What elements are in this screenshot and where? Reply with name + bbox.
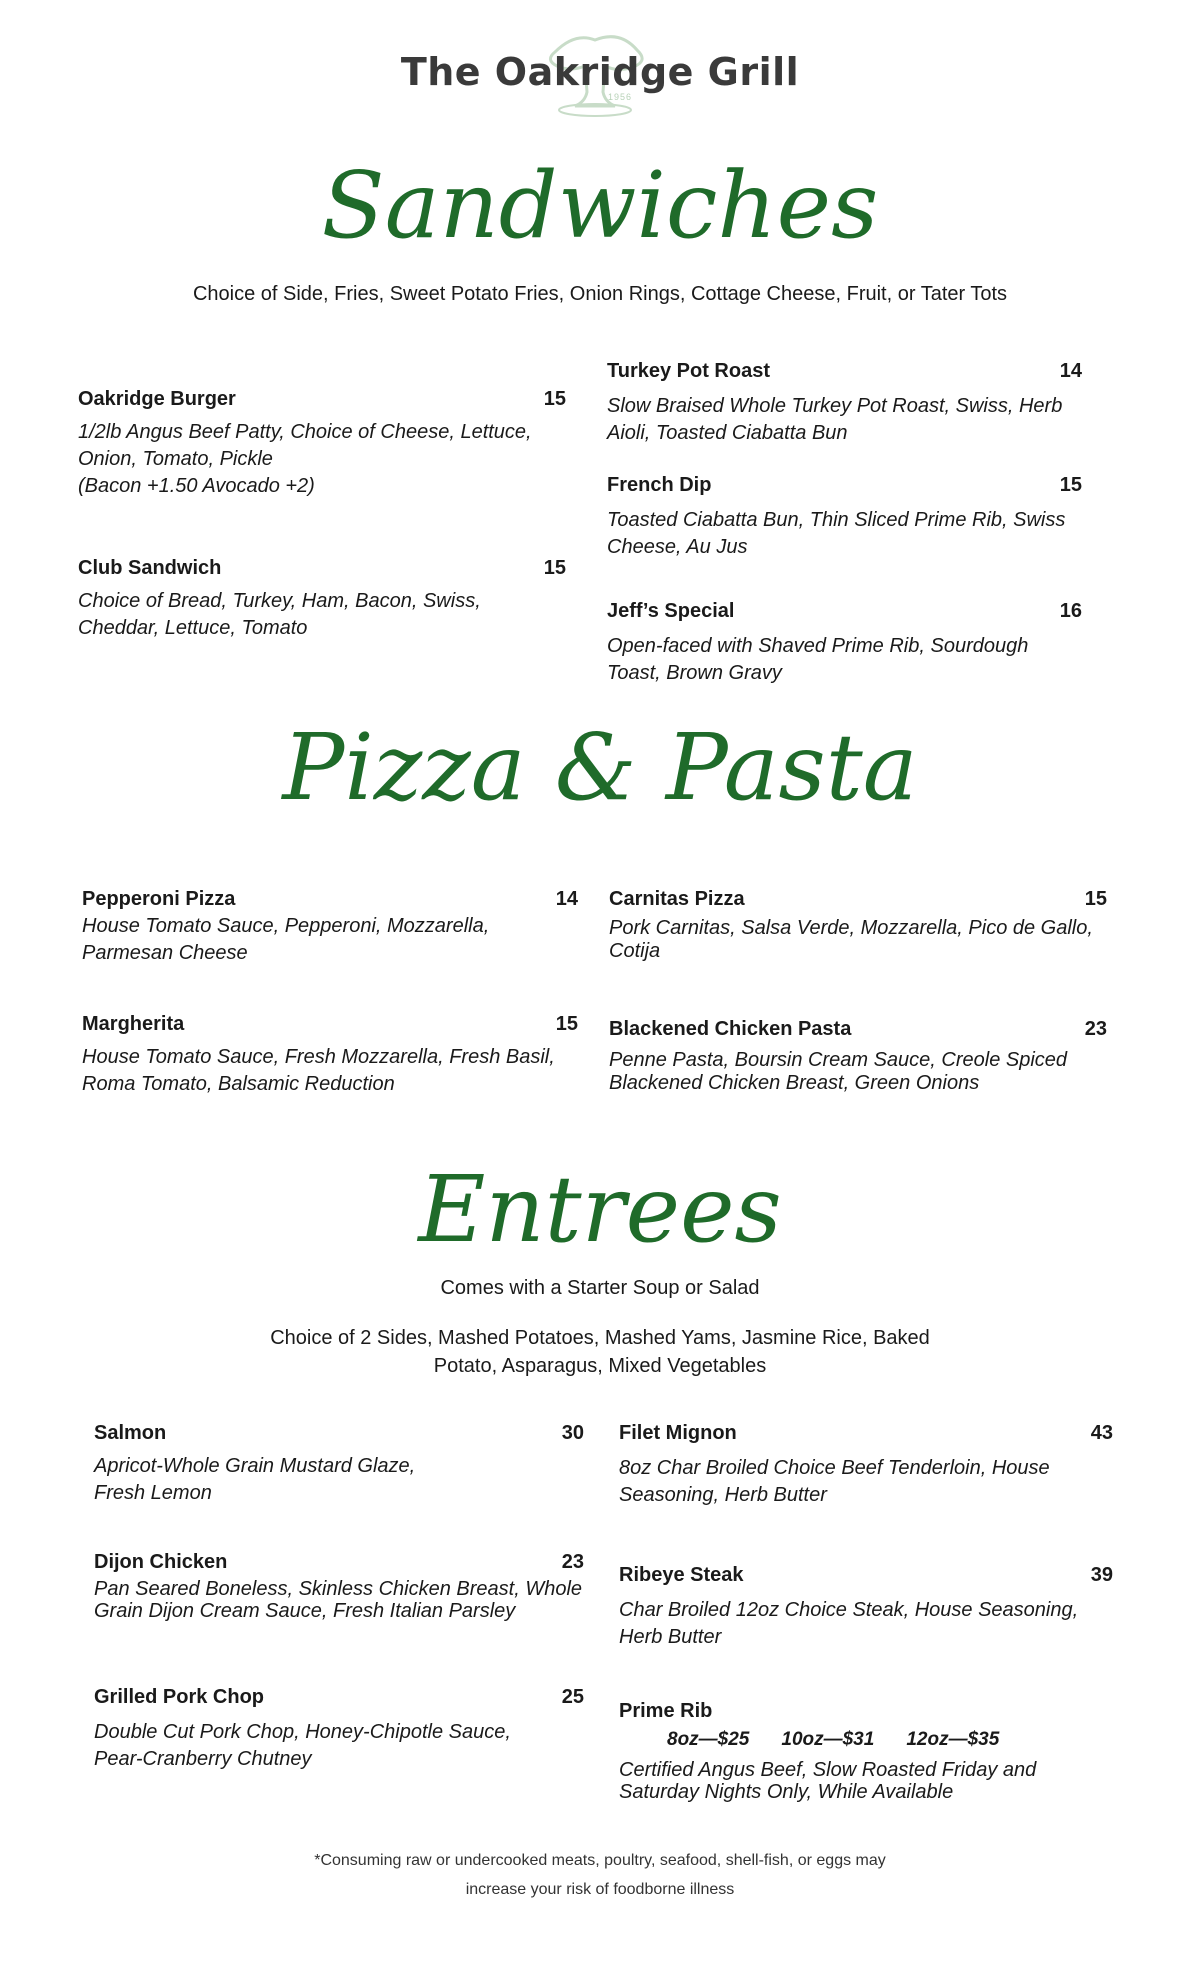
item-description: House Tomato Sauce, Fresh Mozzarella, Fresh Basil, Roma Tomato, Balsamic Reduction [82, 1046, 555, 1095]
restaurant-name: The Oakridge Grill [400, 50, 800, 94]
menu-item-grilled-pork-chop [94, 1686, 584, 1773]
entrees-starter-note: Comes with a Starter Soup or Salad [440, 1277, 760, 1299]
item-name: Turkey Pot Roast [607, 360, 770, 382]
item-price: 16 [1059, 600, 1082, 622]
menu-item-oakridge-burger [78, 388, 566, 500]
prime-rib-sizes [667, 1729, 1113, 1751]
item-description: 1/2lb Angus Beef Patty, Choice of Cheese, Lettuce, Onion, Tomato, Pickle [78, 421, 532, 470]
item-description: Char Broiled 12oz Choice Steak, House Seasoning, Herb Butter [619, 1599, 1079, 1648]
menu-item-ribeye-steak [619, 1564, 1113, 1651]
item-description: 8oz Char Broiled Choice Beef Tenderloin, House Seasoning, Herb Butter [619, 1457, 1050, 1506]
item-description: Double Cut Pork Chop, Honey-Chipotle Sauce, Pear-Cranberry Chutney [94, 1721, 511, 1770]
item-price: 25 [561, 1686, 584, 1708]
item-description: Slow Braised Whole Turkey Pot Roast, Swiss, Herb Aioli, Toasted Ciabatta Bun [607, 395, 1063, 444]
item-description: Certified Angus Beef, Slow Roasted Friday and Saturday Nights Only, While Available [619, 1759, 1037, 1803]
sandwiches-title: Sandwiches [321, 152, 879, 259]
item-name: Salmon [94, 1422, 167, 1444]
item-description: Penne Pasta, Boursin Cream Sauce, Creole Spiced Blackened Chicken Breast, Green Onions [609, 1049, 1068, 1094]
item-name: Dijon Chicken [94, 1551, 228, 1573]
item-name: Margherita [82, 1013, 185, 1035]
item-name: Grilled Pork Chop [94, 1686, 265, 1708]
item-description: House Tomato Sauce, Pepperoni, Mozzarella, Parmesan Cheese [82, 915, 490, 964]
item-name: Carnitas Pizza [609, 888, 745, 910]
item-description: Apricot-Whole Grain Mustard Glaze, Fresh Lemon [94, 1455, 416, 1504]
item-description: Choice of Bread, Turkey, Ham, Bacon, Swiss, Cheddar, Lettuce, Tomato [78, 590, 481, 639]
item-price: 15 [555, 1013, 578, 1035]
menu-item-french-dip [607, 474, 1082, 561]
menu-item-turkey-pot-roast [607, 360, 1082, 447]
item-price: 15 [1084, 888, 1107, 910]
item-description: Open-faced with Shaved Prime Rib, Sourdough Toast, Brown Gravy [607, 635, 1029, 684]
sandwiches-side-note: Choice of Side, Fries, Sweet Potato Fries, Onion Rings, Cottage Cheese, Fruit, or Tater Tots [192, 283, 1008, 305]
item-price: 43 [1090, 1422, 1113, 1444]
menu-item-carnitas-pizza [609, 888, 1107, 963]
item-price: 23 [1084, 1018, 1107, 1040]
pizza-pasta-title: Pizza & Pasta [282, 714, 918, 821]
item-price: 39 [1090, 1564, 1113, 1586]
item-name: French Dip [607, 474, 712, 496]
entrees-sides-note: Choice of 2 Sides, Mashed Potatoes, Mashed Yams, Jasmine Rice, Baked Potato, Asparagus, Mixed Vegetables [270, 1327, 930, 1377]
item-name: Filet Mignon [619, 1422, 737, 1444]
size-price: 8oz—$25 [667, 1729, 750, 1750]
item-price: 14 [1059, 360, 1082, 382]
entrees-title: Entrees [418, 1156, 782, 1263]
item-addons: (Bacon +1.50 Avocado +2) [78, 475, 315, 497]
item-name: Jeff’s Special [607, 600, 735, 622]
menu-item-margherita [82, 1013, 578, 1098]
item-name: Pepperoni Pizza [82, 888, 236, 910]
size-price: 10oz—$31 [781, 1729, 875, 1750]
menu-item-pepperoni-pizza [82, 888, 578, 967]
item-description: Pork Carnitas, Salsa Verde, Mozzarella, Pico de Gallo, Cotija [609, 917, 1093, 962]
item-name: Blackened Chicken Pasta [609, 1018, 852, 1040]
item-name: Oakridge Burger [78, 388, 236, 410]
size-price: 12oz—$35 [906, 1729, 1000, 1750]
item-name: Ribeye Steak [619, 1564, 744, 1586]
item-price: 23 [561, 1551, 584, 1573]
item-description: Toasted Ciabatta Bun, Thin Sliced Prime Rib, Swiss Cheese, Au Jus [607, 509, 1066, 558]
food-safety-footnote: *Consuming raw or undercooked meats, poultry, seafood, shell-fish, or eggs may increase your risk of foodborne illness [314, 1852, 886, 1898]
menu-item-dijon-chicken [94, 1551, 584, 1622]
item-price: 15 [543, 388, 566, 410]
menu-item-jeffs-special [607, 600, 1082, 687]
menu-item-club-sandwich [78, 557, 566, 642]
item-name: Prime Rib [619, 1700, 713, 1722]
logo-year: 1956 [607, 92, 633, 102]
item-price: 15 [1059, 474, 1082, 496]
item-description: Pan Seared Boneless, Skinless Chicken Breast, Whole Grain Dijon Cream Sauce, Fresh Italian Parsley [94, 1578, 583, 1622]
item-name: Club Sandwich [78, 557, 222, 579]
menu-item-prime-rib [619, 1700, 1113, 1803]
item-price: 15 [543, 557, 566, 579]
item-price: 14 [555, 888, 578, 910]
menu-item-filet-mignon [619, 1422, 1113, 1509]
menu-item-blackened-chicken-pasta [609, 1018, 1107, 1095]
item-price: 30 [561, 1422, 584, 1444]
menu-item-salmon [94, 1422, 584, 1507]
